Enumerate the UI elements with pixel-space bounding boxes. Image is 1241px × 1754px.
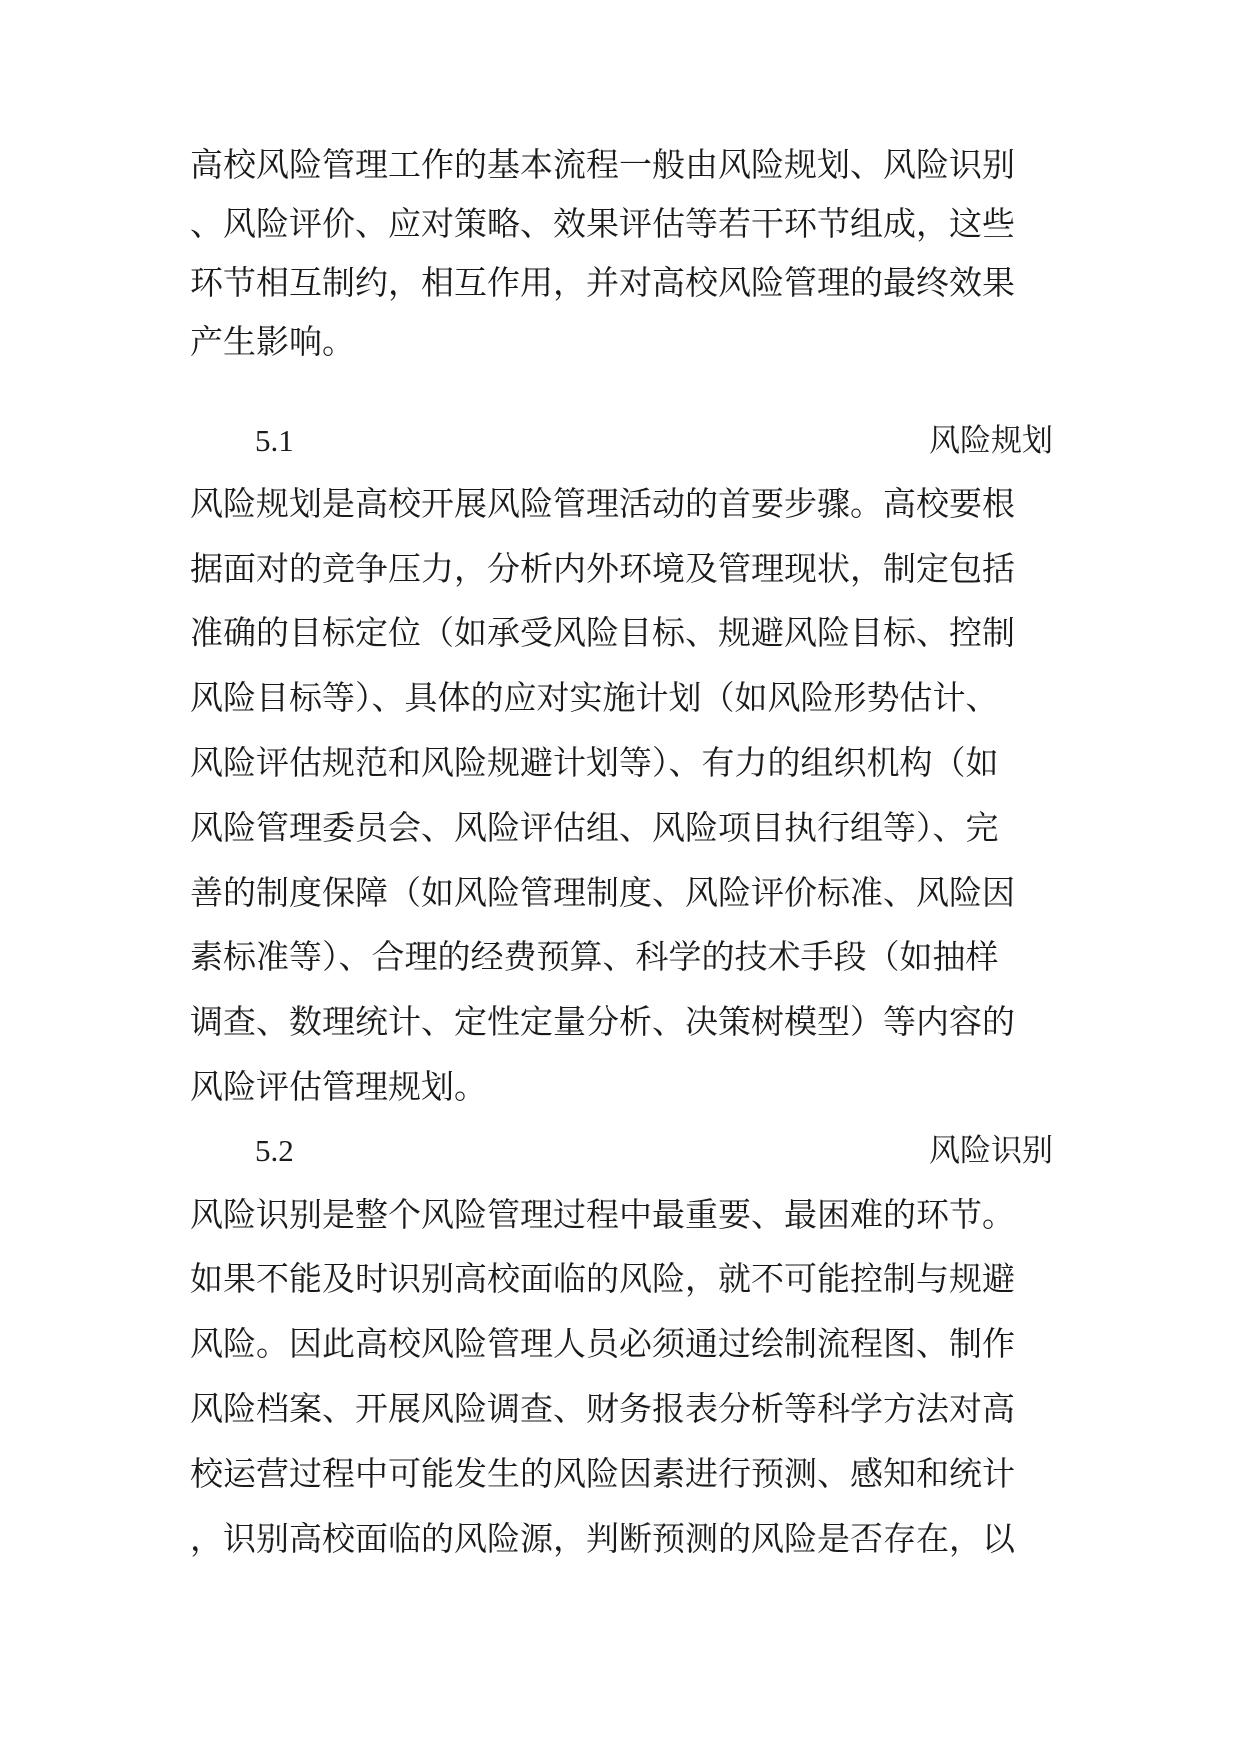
intro-line: 、风险评价、应对策略、效果评估等若干环节组成，这些	[190, 204, 1015, 243]
intro-line: 环节相互制约，相互作用，并对高校风险管理的最终效果	[190, 263, 1015, 302]
section-5-2-line: 校运营过程中可能发生的风险因素进行预测、感知和统计	[190, 1454, 1015, 1493]
section-5-2-line: 风险识别是整个风险管理过程中最重要、最困难的环节。	[190, 1195, 1015, 1234]
section-number: 5.1	[255, 423, 294, 458]
section-5-1-line: 风险规划是高校开展风险管理活动的首要步骤。高校要根	[190, 484, 1015, 523]
section-5-2-line: 风险档案、开展风险调查、财务报表分析等科学方法对高	[190, 1389, 1015, 1428]
section-number: 5.2	[255, 1133, 294, 1168]
section-5-1-line: 风险目标等）、具体的应对实施计划（如风险形势估计、	[190, 678, 999, 717]
section-title: 风险规划	[929, 423, 1053, 459]
section-5-1-line: 风险管理委员会、风险评估组、风险项目执行组等）、完	[190, 808, 999, 847]
intro-line: 高校风险管理工作的基本流程一般由风险规划、风险识别	[190, 145, 1015, 184]
section-title: 风险识别	[929, 1133, 1053, 1169]
intro-line: 产生影响。	[190, 322, 355, 361]
section-5-1-line: 风险评估规范和风险规避计划等）、有力的组织机构（如	[190, 743, 999, 782]
section-5-2-line: ，识别高校面临的风险源，判断预测的风险是否存在，以	[190, 1519, 1015, 1558]
section-5-1-line: 调查、数理统计、定性定量分析、决策树模型）等内容的	[190, 1002, 1015, 1041]
section-5-1-line: 素标准等）、合理的经费预算、科学的技术手段（如抽样	[190, 937, 999, 976]
section-5-1-line: 准确的目标定位（如承受风险目标、规避风险目标、控制	[190, 613, 1015, 652]
section-5-1-line: 风险评估管理规划。	[190, 1067, 487, 1106]
section-5-2-line: 如果不能及时识别高校面临的风险，就不可能控制与规避	[190, 1259, 1015, 1298]
section-5-2-line: 风险。因此高校风险管理人员必须通过绘制流程图、制作	[190, 1324, 1015, 1363]
section-heading-5-2	[0, 1128, 1241, 1174]
section-5-1-line: 据面对的竞争压力，分析内外环境及管理现状，制定包括	[190, 549, 1015, 588]
section-5-1-line: 善的制度保障（如风险管理制度、风险评价标准、风险因	[190, 873, 1015, 912]
section-heading-5-1	[0, 418, 1241, 464]
